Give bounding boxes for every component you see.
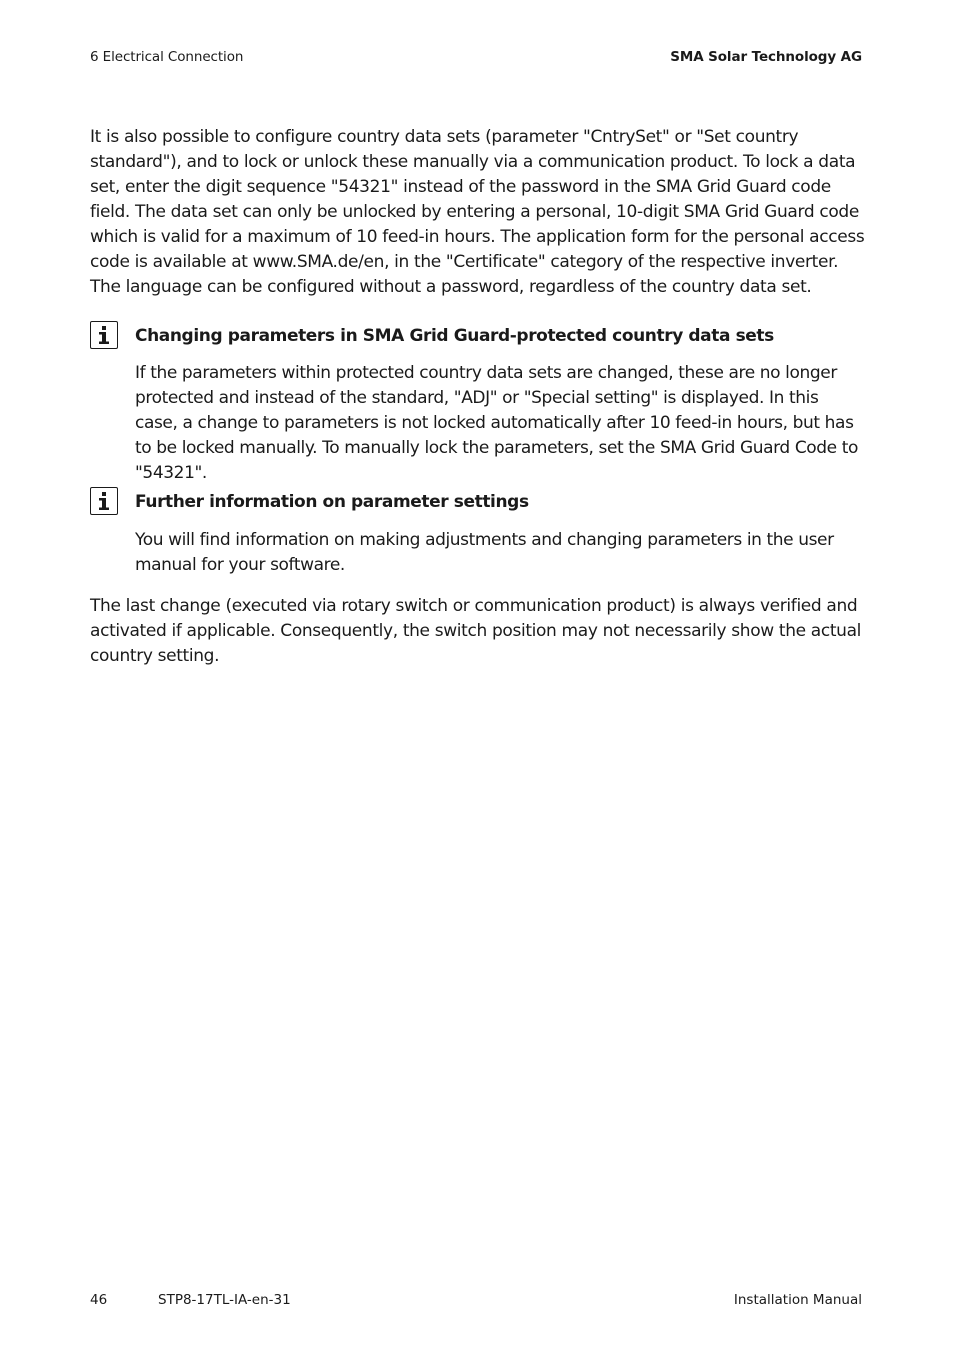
- intro-paragraph: It is also possible to configure country data sets (parameter "CntrySet" or "Set country standard"), and to lock or unlock these manually via a communication product. To lock a data set, enter the digit sequence "54321" instead of the password in the SMA Grid Guard code field. The data set can only be unlocked by entering a personal, 10-digit SMA Grid Guard code which is valid for a maximum of 10 feed-in hours. The application form for the personal access code is available at www.SMA.de/en, in the "Certificate" category of the respective inverter. The language can be configured without a password, regardless of the country data set.: [90, 127, 865, 297]
- info-icon: [90, 321, 118, 349]
- footer-document-type: Installation Manual: [733, 1292, 862, 1308]
- closing-paragraph: The last change (executed via rotary switch or communication product) is always verified and activated if applicable. Consequently, the switch position may not necessarily show the actual country setting.: [90, 596, 862, 666]
- header-section: 6 Electrical Connection: [90, 49, 244, 65]
- note-body: If the parameters within protected country data sets are changed, these are no longer protected and instead of the standard, "ADJ" or "Special setting" is displayed. In this case, a change to parameters is not locked automatically after 10 feed-in hours, but has to be locked manually. To manually lock the parameters, set the SMA Grid Guard Code to "54321".: [135, 363, 859, 483]
- footer-document-id: STP8-17TL-IA-en-31: [158, 1292, 291, 1308]
- note-title: Further information on parameter settings: [135, 492, 529, 512]
- note-body: You will find information on making adjustments and changing parameters in the user manual for your software.: [135, 530, 834, 575]
- footer-page-number: 46: [90, 1292, 108, 1308]
- header-company: SMA Solar Technology AG: [670, 49, 862, 65]
- note-title: Changing parameters in SMA Grid Guard-protected country data sets: [135, 326, 774, 346]
- info-icon: [90, 487, 118, 515]
